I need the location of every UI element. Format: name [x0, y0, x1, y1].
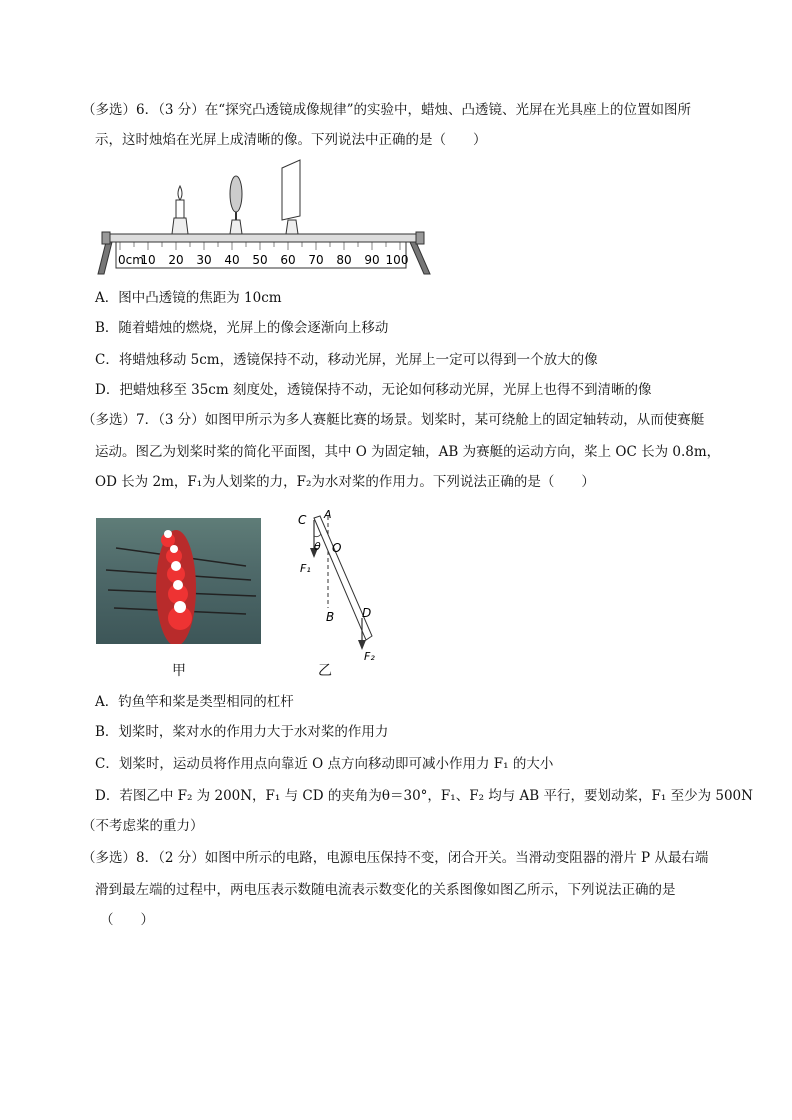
q8-stem-line2: 滑到最左端的过程中，两电压表示数随电流表示数变化的关系图像如图乙所示，下列说法正确的是 [95, 882, 676, 898]
label-a: A [324, 508, 332, 521]
q7-option-b: B．划桨时，桨对水的作用力大于水对桨的作用力 [95, 724, 389, 740]
candle-icon [172, 186, 188, 234]
ruler-label: 30 [196, 253, 212, 267]
label-f2: F₂ [364, 650, 375, 663]
q7-option-d: D．若图乙中 F₂ 为 200N，F₁ 与 CD 的夹角为θ＝30°，F₁、F₂ 均与 AB 平行，要划动桨，F₁ 至少为 500N [95, 788, 753, 804]
ruler-label: 50 [252, 253, 268, 267]
ruler-label: 90 [364, 253, 380, 267]
q6-option-a: A．图中凸透镜的焦距为 10cm [95, 290, 282, 306]
q7-stem-line3: OD 长为 2m，F₁为人划桨的力，F₂为水对桨的作用力。下列说法正确的是（ ） [95, 474, 595, 490]
q8-stem-line1: （多选）8．（2 分）如图中所示的电路，电源电压保持不变，闭合开关。当滑动变阻器的滑片 P 从最右端 [82, 850, 709, 866]
q6-option-c: C．将蜡烛移动 5cm，透镜保持不动，移动光屏，光屏上一定可以得到一个放大的像 [95, 352, 598, 368]
ruler-label-0: 0cm [118, 253, 144, 267]
q8-stem-line3: （ ） [100, 912, 154, 928]
label-theta: θ [314, 540, 321, 553]
q7-option-c: C．划桨时，运动员将作用点向靠近 O 点方向移动即可减小作用力 F₁ 的大小 [95, 756, 554, 772]
q7-option-a: A．钓鱼竿和桨是类型相同的杠杆 [95, 694, 294, 710]
label-f1: F₁ [300, 562, 311, 575]
optical-bench-figure [94, 158, 434, 280]
q7-option-d-cont: （不考虑桨的重力） [82, 818, 204, 834]
ruler-label: 70 [308, 253, 324, 267]
label-b: B [326, 610, 335, 624]
q6-option-d: D．把蜡烛移至 35cm 刻度处，透镜保持不动，无论如何移动光屏，光屏上也得不到清晰的像 [95, 382, 652, 398]
figure-a-caption: 甲 [172, 663, 186, 679]
ruler-label: 10 [140, 253, 156, 267]
ruler-label: 40 [224, 253, 240, 267]
q7-stem-line2: 运动。图乙为划桨时桨的简化平面图，其中 O 为固定轴，AB 为赛艇的运动方向，桨上 OC 长为 0.8m， [95, 444, 721, 460]
label-d: D [362, 606, 372, 620]
ruler-label: 80 [336, 253, 352, 267]
label-o: O [332, 541, 342, 555]
oar-diagram [292, 506, 392, 666]
ruler-label: 100 [385, 253, 409, 267]
light-screen-icon [282, 160, 300, 234]
q6-stem-line2: 示，这时烛焰在光屏上成清晰的像。下列说法中正确的是（ ） [95, 132, 487, 148]
q6-stem-line1: （多选）6．（3 分）在“探究凸透镜成像规律”的实验中，蜡烛、凸透镜、光屏在光具座上的位置如图所 [82, 102, 692, 118]
figure-b-caption: 乙 [318, 663, 332, 679]
ruler-label: 60 [280, 253, 296, 267]
convex-lens-icon [230, 176, 242, 234]
q7-stem-line1: （多选）7．（3 分）如图甲所示为多人赛艇比赛的场景。划桨时，某可绕舱上的固定轴转动，从而使赛艇 [82, 412, 705, 428]
ruler-label: 20 [168, 253, 184, 267]
label-c: C [298, 513, 307, 527]
q6-option-b: B．随着蜡烛的燃烧，光屏上的像会逐渐向上移动 [95, 320, 389, 336]
rowing-photo [96, 518, 261, 644]
